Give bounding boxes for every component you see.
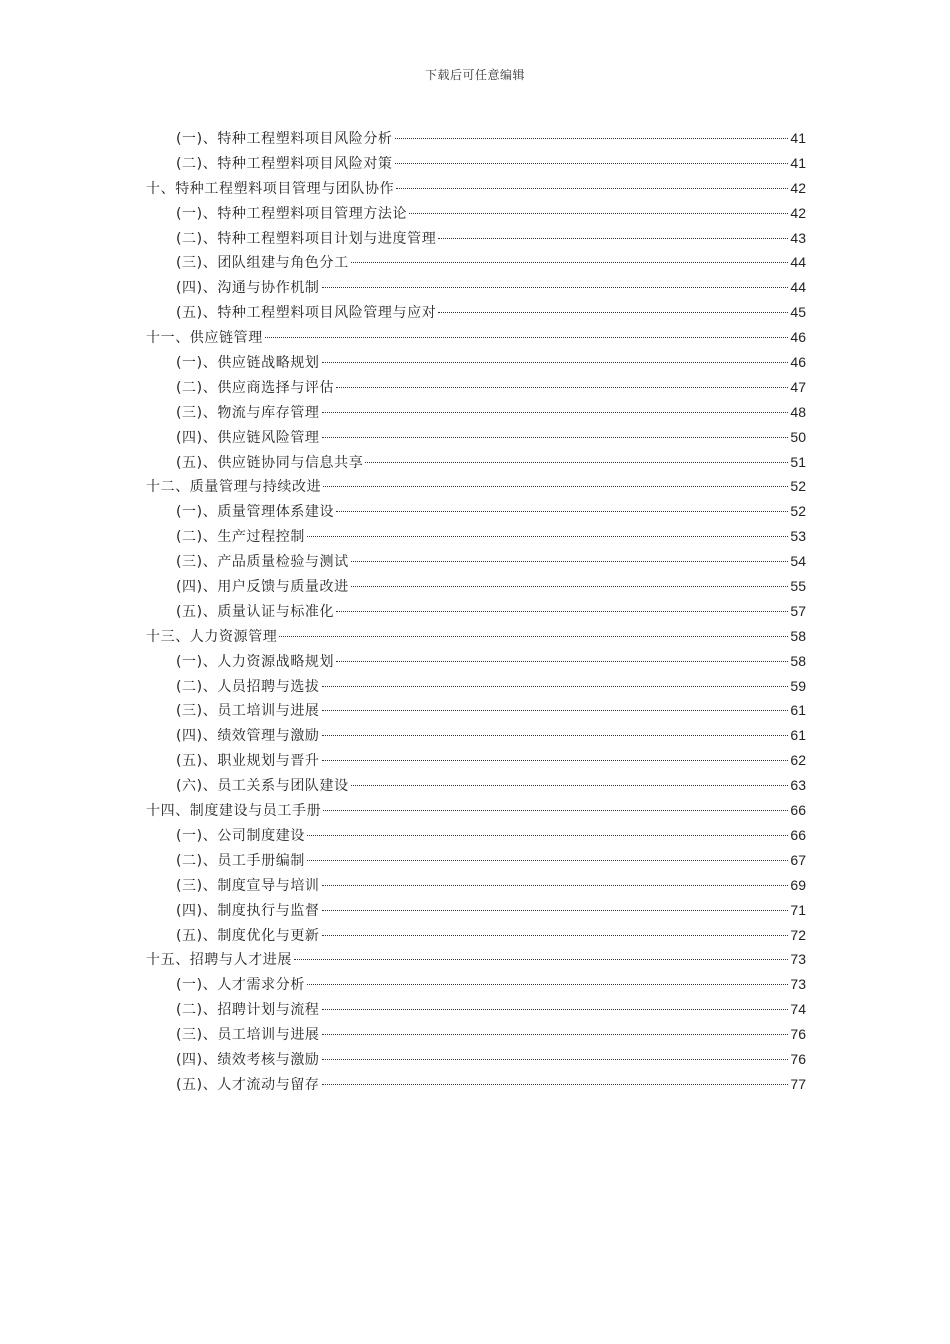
- dot-leader: [351, 262, 789, 263]
- toc-entry-label: (二)、供应商选择与评估: [176, 379, 335, 396]
- toc-section-entry[interactable]: [146, 972, 806, 997]
- toc-entry-label: (二)、生产过程控制: [176, 529, 305, 546]
- toc-entry-label: 十五、招聘与人才进展: [146, 952, 292, 969]
- toc-page-number: 55: [790, 578, 806, 595]
- table-of-contents: [146, 126, 806, 1097]
- toc-page-number: 45: [790, 304, 806, 321]
- toc-section-entry[interactable]: [146, 524, 806, 549]
- toc-entry-label: (一)、特种工程塑料项目风险分析: [176, 131, 393, 147]
- dot-leader: [322, 1059, 789, 1060]
- toc-entry-label: (二)、特种工程塑料项目风险对策: [176, 155, 393, 172]
- toc-section-entry[interactable]: [146, 350, 806, 375]
- toc-entry-label: (二)、人员招聘与选拔: [176, 678, 320, 695]
- toc-page-number: 41: [790, 154, 806, 171]
- toc-section-entry[interactable]: [146, 599, 806, 624]
- toc-page-number: 44: [790, 254, 806, 271]
- toc-entry-label: (四)、沟通与协作机制: [176, 280, 320, 297]
- dot-leader: [322, 910, 789, 911]
- toc-page-number: 67: [790, 851, 806, 868]
- dot-leader: [322, 760, 789, 761]
- toc-page-number: 63: [790, 777, 806, 794]
- toc-entry-label: (三)、员工培训与进展: [176, 1027, 320, 1044]
- toc-entry-label: (四)、绩效管理与激励: [176, 728, 320, 745]
- toc-entry-label: (一)、特种工程塑料项目管理方法论: [176, 205, 408, 222]
- toc-chapter-entry[interactable]: [146, 176, 806, 201]
- dot-leader: [351, 785, 789, 786]
- toc-entry-label: (五)、制度优化与更新: [176, 927, 320, 944]
- toc-section-entry[interactable]: [146, 823, 806, 848]
- toc-page-number: 47: [790, 378, 806, 395]
- dot-leader: [322, 686, 789, 687]
- toc-entry-label: (四)、供应链风险管理: [176, 429, 320, 446]
- toc-page-number: 73: [790, 976, 806, 993]
- toc-entry-label: (四)、制度执行与监督: [176, 902, 320, 919]
- toc-page-number: 76: [790, 1050, 806, 1067]
- toc-section-entry[interactable]: [146, 674, 806, 699]
- dot-leader: [396, 188, 788, 189]
- toc-section-entry[interactable]: [146, 549, 806, 574]
- dot-leader: [322, 935, 789, 936]
- toc-section-entry[interactable]: [146, 300, 806, 325]
- dot-leader: [323, 810, 788, 811]
- toc-entry-label: (三)、制度宣导与培训: [176, 877, 320, 894]
- dot-leader: [323, 486, 788, 487]
- toc-page-number: 71: [790, 901, 806, 918]
- dot-leader: [322, 885, 789, 886]
- dot-leader: [322, 710, 789, 711]
- toc-entry-label: (三)、员工培训与进展: [176, 703, 320, 720]
- toc-entry-label: (三)、物流与库存管理: [176, 404, 320, 421]
- dot-leader: [351, 586, 789, 587]
- toc-section-entry[interactable]: [146, 748, 806, 773]
- toc-entry-label: 十二、质量管理与持续改进: [146, 479, 322, 496]
- toc-section-entry[interactable]: [146, 400, 806, 425]
- toc-page-number: 61: [790, 727, 806, 744]
- toc-section-entry[interactable]: [146, 275, 806, 300]
- toc-page-number: 69: [790, 876, 806, 893]
- toc-page-number: 46: [790, 354, 806, 371]
- toc-page-number: 59: [790, 677, 806, 694]
- toc-chapter-entry[interactable]: [146, 624, 806, 649]
- dot-leader: [395, 163, 789, 164]
- toc-section-entry[interactable]: [146, 201, 806, 226]
- toc-entry-label: 十三、人力资源管理: [146, 628, 278, 645]
- toc-page-number: 62: [790, 752, 806, 769]
- toc-section-entry[interactable]: [146, 574, 806, 599]
- toc-page-number: 72: [790, 926, 806, 943]
- toc-chapter-entry[interactable]: [146, 947, 806, 972]
- dot-leader: [322, 437, 789, 438]
- toc-section-entry[interactable]: [146, 898, 806, 923]
- dot-leader: [279, 636, 788, 637]
- dot-leader: [322, 1084, 789, 1085]
- dot-leader: [336, 661, 788, 662]
- dot-leader: [438, 238, 788, 239]
- toc-section-entry[interactable]: [146, 723, 806, 748]
- toc-entry-label: (一)、人才需求分析: [176, 977, 305, 994]
- toc-entry-label: 十一、供应链管理: [146, 330, 263, 347]
- toc-page-number: 51: [790, 453, 806, 470]
- toc-entry-label: (五)、职业规划与晋升: [176, 753, 320, 770]
- toc-page-number: 73: [790, 951, 806, 968]
- toc-section-entry[interactable]: [146, 649, 806, 674]
- toc-section-entry[interactable]: [146, 250, 806, 275]
- dot-leader: [307, 536, 788, 537]
- toc-section-entry[interactable]: [146, 1072, 806, 1097]
- toc-entry-label: (四)、绩效考核与激励: [176, 1051, 320, 1068]
- toc-page-number: 66: [790, 802, 806, 819]
- toc-entry-label: (二)、特种工程塑料项目计划与进度管理: [176, 230, 437, 247]
- toc-page-number: 53: [790, 528, 806, 545]
- dot-leader: [322, 1034, 789, 1035]
- toc-entry-label: (一)、质量管理体系建设: [176, 504, 335, 521]
- toc-page-number: 77: [790, 1075, 806, 1092]
- dot-leader: [322, 287, 789, 288]
- dot-leader: [307, 835, 788, 836]
- toc-entry-label: (五)、质量认证与标准化: [176, 603, 335, 620]
- toc-page-number: 42: [790, 204, 806, 221]
- dot-leader: [322, 362, 789, 363]
- toc-section-entry[interactable]: [146, 450, 806, 475]
- dot-leader: [365, 462, 788, 463]
- toc-chapter-entry[interactable]: [146, 798, 806, 823]
- dot-leader: [294, 959, 788, 960]
- toc-entry-label: (一)、公司制度建设: [176, 827, 305, 844]
- toc-page-number: 76: [790, 1026, 806, 1043]
- toc-page-number: 52: [790, 503, 806, 520]
- toc-section-entry[interactable]: [146, 1022, 806, 1047]
- toc-page-number: 61: [790, 702, 806, 719]
- toc-section-entry[interactable]: [146, 425, 806, 450]
- toc-entry-label: (三)、团队组建与角色分工: [176, 255, 349, 272]
- toc-page-number: 57: [790, 602, 806, 619]
- toc-page-number: 42: [790, 179, 806, 196]
- toc-section-entry[interactable]: [146, 1047, 806, 1072]
- toc-page-number: 58: [790, 627, 806, 644]
- toc-section-entry[interactable]: [146, 126, 806, 151]
- toc-entry-label: (四)、用户反馈与质量改进: [176, 579, 349, 596]
- toc-page-number: 58: [790, 652, 806, 669]
- toc-entry-label: (二)、招聘计划与流程: [176, 1002, 320, 1019]
- dot-leader: [336, 387, 788, 388]
- toc-entry-label: (五)、特种工程塑料项目风险管理与应对: [176, 305, 437, 322]
- toc-page-number: 44: [790, 279, 806, 296]
- toc-page-number: 54: [790, 553, 806, 570]
- toc-section-entry[interactable]: [146, 848, 806, 873]
- toc-chapter-entry[interactable]: [146, 325, 806, 350]
- dot-leader: [351, 561, 789, 562]
- toc-entry-label: (三)、产品质量检验与测试: [176, 554, 349, 571]
- dot-leader: [322, 735, 789, 736]
- dot-leader: [336, 511, 788, 512]
- toc-page-number: 52: [790, 478, 806, 495]
- toc-page-number: 43: [790, 229, 806, 246]
- page-header: 下载后可任意编辑: [424, 68, 525, 82]
- toc-section-entry[interactable]: [146, 151, 806, 176]
- toc-section-entry[interactable]: [146, 499, 806, 524]
- toc-page-number: 74: [790, 1001, 806, 1018]
- toc-section-entry[interactable]: [146, 923, 806, 948]
- dot-leader: [322, 412, 789, 413]
- dot-leader: [307, 860, 788, 861]
- toc-entry-label: 十四、制度建设与员工手册: [146, 803, 322, 820]
- toc-entry-label: (一)、人力资源战略规划: [176, 653, 335, 670]
- toc-entry-label: (六)、员工关系与团队建设: [176, 778, 349, 795]
- toc-entry-label: (五)、人才流动与留存: [176, 1076, 320, 1093]
- toc-entry-label: 十、特种工程塑料项目管理与团队协作: [146, 180, 395, 197]
- toc-page-number: 48: [790, 403, 806, 420]
- toc-section-entry[interactable]: [146, 375, 806, 400]
- dot-leader: [336, 611, 788, 612]
- toc-page-number: 41: [790, 130, 806, 146]
- toc-page-number: 46: [790, 329, 806, 346]
- dot-leader: [322, 1009, 789, 1010]
- dot-leader: [395, 138, 789, 139]
- toc-section-entry[interactable]: [146, 698, 806, 723]
- toc-chapter-entry[interactable]: [146, 474, 806, 499]
- toc-section-entry[interactable]: [146, 873, 806, 898]
- dot-leader: [307, 984, 788, 985]
- toc-entry-label: (五)、供应链协同与信息共享: [176, 454, 364, 471]
- toc-entry-label: (一)、供应链战略规划: [176, 355, 320, 372]
- toc-section-entry[interactable]: [146, 997, 806, 1022]
- toc-section-entry[interactable]: [146, 773, 806, 798]
- toc-page-number: 66: [790, 826, 806, 843]
- toc-entry-label: (二)、员工手册编制: [176, 852, 305, 869]
- toc-page-number: 50: [790, 428, 806, 445]
- dot-leader: [409, 213, 788, 214]
- dot-leader: [438, 312, 788, 313]
- dot-leader: [265, 337, 789, 338]
- toc-section-entry[interactable]: [146, 226, 806, 251]
